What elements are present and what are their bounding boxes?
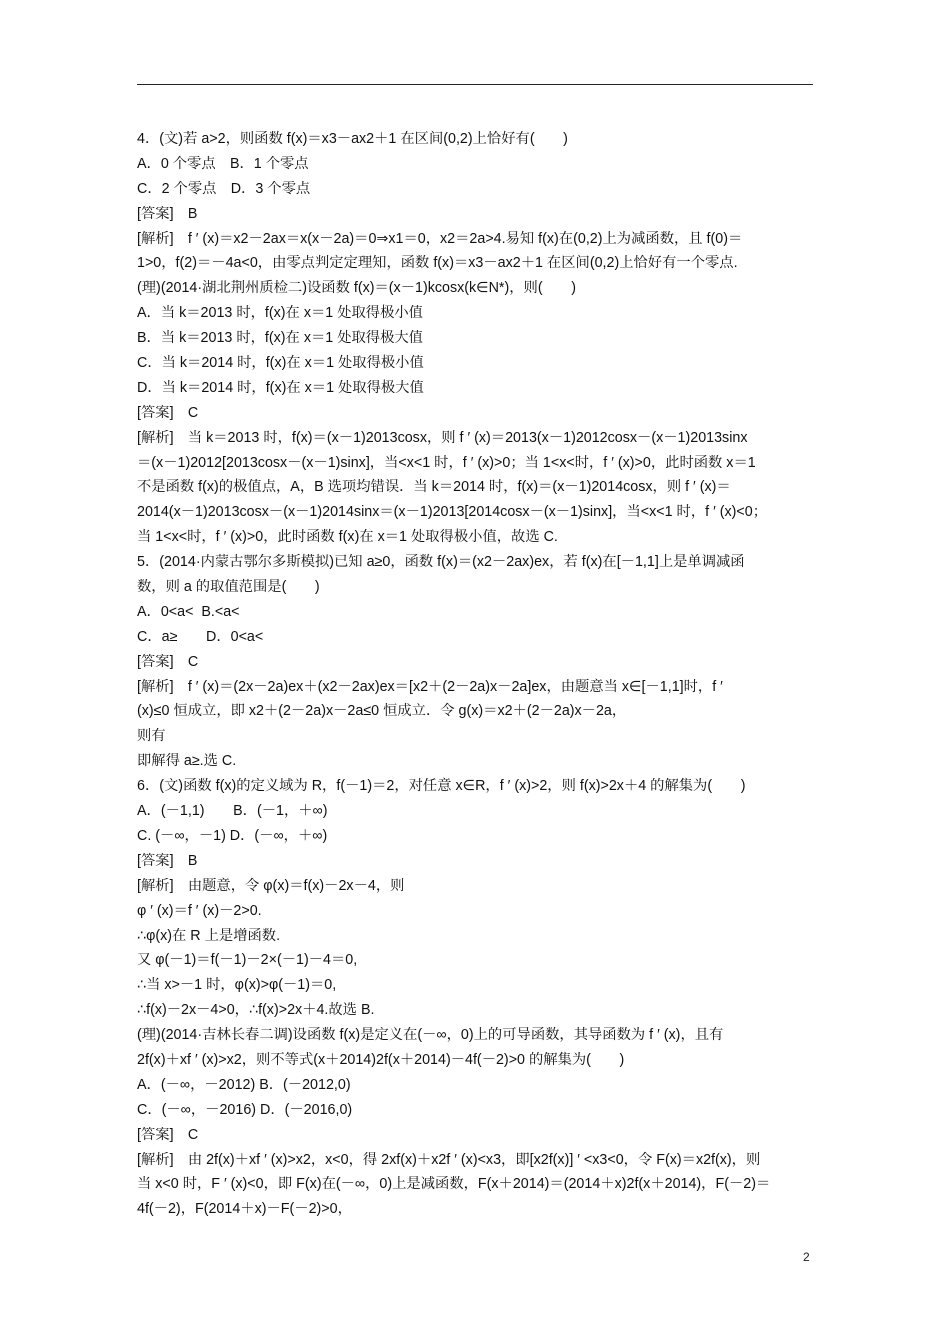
- text-line: [解析] f ′ (x)＝x2－2ax＝x(x－2a)＝0⇒x1＝0，x2＝2a>4.易知 f(x)在(0,2)上为减函数，且 f(0)＝: [137, 230, 743, 247]
- text-line: ∴φ(x)在 R 上是增函数.: [137, 927, 281, 944]
- text-line: [解析] 当 k＝2013 时，f(x)＝(x－1)2013cosx，则 f ′ (x)＝2013(x－1)2012cosx－(x－1)2013sinx: [137, 429, 748, 446]
- text-line: D．当 k＝2014 时，f(x)在 x＝1 处取得极大值: [137, 379, 424, 396]
- text-line: 5．(2014·内蒙古鄂尔多斯模拟)已知 a≥0，函数 f(x)＝(x2－2ax)ex，若 f(x)在[－1,1]上是单调减函: [137, 554, 745, 571]
- text-line: [答案] C: [137, 404, 199, 421]
- text-line: 4f(－2)，F(2014＋x)－F(－2)>0，: [137, 1201, 352, 1218]
- text-line: 即解得 a≥.选 C.: [137, 753, 237, 770]
- text-line: 则有: [137, 728, 166, 745]
- text-line: 不是函数 f(x)的极值点，A，B 选项均错误．当 k＝2014 时，f(x)＝(x－1)2014cosx，则 f ′ (x)＝: [137, 479, 731, 496]
- text-line: ∴f(x)－2x－4>0，∴f(x)>2x＋4.故选 B.: [137, 1002, 375, 1019]
- text-line: 4．(文)若 a>2，则函数 f(x)＝x3－ax2＋1 在区间(0,2)上恰好有( ): [137, 131, 568, 147]
- text-line: 当 x<0 时，F ′ (x)<0，即 F(x)在(－∞，0)上是减函数，F(x＋2014)＝(2014＋x)2f(x＋2014)，F(－2)＝: [137, 1176, 771, 1193]
- text-line: [解析] f ′ (x)＝(2x－2a)ex＋(x2－2ax)ex＝[x2＋(2－2a)x－2a]ex，由题意当 x∈[－1,1]时，f ′: [137, 678, 723, 695]
- text-line: C．当 k＝2014 时，f(x)在 x＝1 处取得极小值: [137, 355, 424, 372]
- page-number: 2: [803, 1250, 810, 1264]
- text-line: A．(－1,1) B．(－1，＋∞): [137, 803, 328, 820]
- text-line: φ ′ (x)＝f ′ (x)－2>0.: [137, 902, 262, 919]
- text-line: [答案] B: [137, 205, 198, 222]
- text-line: 2014(x－1)2013cosx－(x－1)2014sinx＝(x－1)2013[2014cosx－(x－1)sinx]，当<x<1 时，f ′ (x)<0；: [137, 504, 767, 521]
- text-line: [解析] 由题意，令 φ(x)＝f(x)－2x－4，则: [137, 877, 405, 894]
- text-line: C．2 个零点 D．3 个零点: [137, 180, 311, 197]
- text-line: 1>0，f(2)＝－4a<0，由零点判定定理知，函数 f(x)＝x3－ax2＋1 在区间(0,2)上恰好有一个零点.: [137, 255, 738, 272]
- text-line: (理)(2014·吉林长春二调)设函数 f(x)是定义在(－∞，0)上的可导函数，其导函数为 f ′ (x)，且有: [137, 1027, 724, 1044]
- text-line: 又 φ(－1)＝f(－1)－2×(－1)－4＝0,: [137, 952, 358, 969]
- header-rule: [137, 84, 813, 85]
- text-line: A．当 k＝2013 时，f(x)在 x＝1 处取得极小值: [137, 305, 423, 322]
- text-line: 数，则 a 的取值范围是( ): [137, 579, 320, 596]
- text-line: ∴当 x>－1 时，φ(x)>φ(－1)＝0,: [137, 977, 337, 994]
- text-line: C. (－∞，－1) D．(－∞，＋∞): [137, 827, 328, 844]
- text-line: C．(－∞，－2016) D．(－2016,0): [137, 1101, 353, 1118]
- text-line: A．0 个零点 B．1 个零点: [137, 155, 309, 172]
- text-line: [解析] 由 2f(x)＋xf ′ (x)>x2，x<0，得 2xf(x)＋x2f ′ (x)<x3，即[x2f(x)] ′ <x3<0，令 F(x)＝x2f(x)，则: [137, 1151, 761, 1168]
- text-line: 6．(文)函数 f(x)的定义域为 R，f(－1)＝2，对任意 x∈R，f ′ (x)>2，则 f(x)>2x＋4 的解集为( ): [137, 778, 746, 795]
- text-line: B．当 k＝2013 时，f(x)在 x＝1 处取得极大值: [137, 330, 423, 347]
- text-line: C．a≥ D．0<a<: [137, 628, 264, 645]
- text-line: A．0<a< B.<a<: [137, 603, 240, 620]
- document-body: [137, 127, 817, 1222]
- text-line: (x)≤0 恒成立，即 x2＋(2－2a)x－2a≤0 恒成立．令 g(x)＝x2＋(2－2a)x－2a，: [137, 703, 627, 720]
- text-line: (理)(2014·湖北荆州质检二)设函数 f(x)＝(x－1)kcosx(k∈N*)，则( ): [137, 280, 576, 297]
- text-line: [答案] C: [137, 653, 199, 670]
- text-line: 当 1<x<时，f ′ (x)>0，此时函数 f(x)在 x＝1 处取得极小值，故选 C.: [137, 529, 558, 546]
- text-line: [答案] C: [137, 1126, 199, 1143]
- text-line: A．(－∞，－2012) B．(－2012,0): [137, 1076, 351, 1093]
- text-line: 2f(x)＋xf ′ (x)>x2，则不等式(x＋2014)2f(x＋2014)－4f(－2)>0 的解集为( ): [137, 1051, 625, 1068]
- text-line: [答案] B: [137, 852, 198, 869]
- text-line: ＝(x－1)2012[2013cosx－(x－1)sinx]，当<x<1 时，f ′ (x)>0；当 1<x<时，f ′ (x)>0，此时函数 x＝1: [137, 454, 756, 471]
